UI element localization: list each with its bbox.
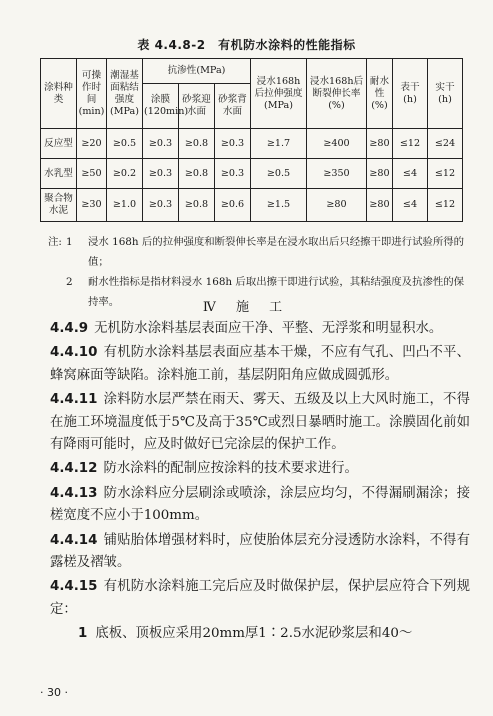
table-cell: ≥80	[367, 159, 393, 189]
table-cell: ≥80	[307, 189, 367, 222]
table-cell: ≥1.5	[251, 189, 307, 222]
header-solid-dry: 实干(h)	[428, 59, 463, 129]
clause-text: 铺贴胎体增强材料时，应使胎体层充分浸透防水涂料，不得有露槎及褶皱。	[50, 532, 470, 571]
sub-item-number: 1	[78, 626, 88, 642]
table-cell: ≥50	[77, 159, 107, 189]
table-cell: ≥0.5	[251, 159, 307, 189]
table-caption: 表 4.4.8-2 有机防水涂料的性能指标	[137, 38, 356, 52]
header-elongation: 浸水168h后断裂伸长率(%)	[307, 59, 367, 129]
table-cell: ≤4	[393, 189, 428, 222]
clause-paragraph	[50, 389, 470, 456]
table-cell: ≤24	[428, 129, 463, 159]
page-number: · 30 ·	[40, 686, 68, 699]
sub-item	[50, 623, 470, 645]
header-mortar-front: 砂浆迎水面	[179, 84, 215, 129]
header-operable-time: 可操作时间(min)	[77, 59, 107, 129]
table-cell: ≤12	[428, 159, 463, 189]
table-cell: ≥80	[367, 129, 393, 159]
table-cell: 反应型	[41, 129, 77, 159]
note-text: 耐水性指标是指材料浸水 168h 后取出擦干即进行试验，其粘结强度及抗渗性的保持率。	[88, 276, 465, 308]
note-prefix: 注:	[48, 236, 62, 248]
clause-text: 涂料防水层严禁在雨天、雾天、五级及以上大风时施工，不得在施工环境温度低于5℃及高于35℃或烈日暴晒时施工。涂膜固化前如有降雨可能时，应及时做好已完涂层的保护工作。	[50, 392, 470, 453]
header-type: 涂料种类	[41, 59, 77, 129]
header-impermeability: 抗渗性(MPa)	[143, 59, 251, 84]
header-bond-strength: 潮湿基面粘结强度(MPa)	[107, 59, 143, 129]
table-cell: 水乳型	[41, 159, 77, 189]
note-number: 1	[66, 236, 73, 248]
table-cell: ≥400	[307, 129, 367, 159]
clause-number: 4.4.13	[50, 485, 98, 501]
table-cell: ≥30	[77, 189, 107, 222]
table-cell: ≥0.8	[179, 189, 215, 222]
clause-paragraph	[50, 483, 470, 528]
clause-paragraph	[50, 530, 470, 575]
table-row	[41, 129, 463, 159]
clause-paragraph	[50, 318, 470, 340]
header-surface-dry: 表干(h)	[393, 59, 428, 129]
note-number: 2	[66, 276, 73, 288]
table-cell: ≥0.6	[215, 189, 251, 222]
table-cell: ≥1.7	[251, 129, 307, 159]
clause-number: 4.4.12	[50, 461, 98, 477]
table-cell: ≥0.8	[179, 159, 215, 189]
clause-text: 防水涂料的配制应按涂料的技术要求进行。	[103, 461, 358, 477]
clause-text: 防水涂料应分层刷涂或喷涂，涂层应均匀，不得漏刷漏涂；接槎宽度不应小于100mm。	[50, 485, 470, 524]
table-cell: ≤12	[393, 129, 428, 159]
clause-text: 有机防水涂料基层表面应基本干燥，不应有气孔、凹凸不平、蜂窝麻面等缺陷。涂料施工前，基层阴阳角应做成圆弧形。	[50, 345, 470, 383]
table-row	[41, 189, 463, 222]
table-cell: ≥0.3	[143, 159, 179, 189]
clause-number: 4.4.11	[50, 392, 98, 408]
clause-number: 4.4.9	[50, 321, 89, 336]
note-item	[48, 232, 468, 272]
table-cell: ≥1.0	[107, 189, 143, 222]
clause-text: 无机防水涂料基层表面应干净、平整、无浮浆和明显积水。	[94, 321, 443, 336]
clause-paragraph	[50, 342, 470, 387]
table-cell: ≥20	[77, 129, 107, 159]
clause-number: 4.4.10	[50, 345, 98, 361]
header-water-resistance: 耐水性(%)	[367, 59, 393, 129]
note-text: 浸水 168h 后的拉伸强度和断裂伸长率是在浸水取出后只经擦干即进行试验所得的值；	[88, 236, 465, 268]
table-cell: ≥0.3	[143, 189, 179, 222]
table-cell: ≥0.2	[107, 159, 143, 189]
table-cell: ≥350	[307, 159, 367, 189]
header-film: 涂膜(120min)	[143, 84, 179, 129]
section-title: Ⅳ 施 工	[202, 300, 291, 315]
table-cell: ≥0.3	[215, 129, 251, 159]
table-cell: ≥0.8	[179, 129, 215, 159]
clause-number: 4.4.15	[50, 579, 98, 595]
table-cell: ≥0.3	[143, 129, 179, 159]
performance-table	[40, 58, 463, 222]
header-tensile-strength: 浸水168h后拉伸强度(MPa)	[251, 59, 307, 129]
table-cell: ≥0.5	[107, 129, 143, 159]
table-cell: ≤12	[428, 189, 463, 222]
table-cell: ≤4	[393, 159, 428, 189]
table-cell: 聚合物水泥	[41, 189, 77, 222]
clause-number: 4.4.14	[50, 532, 98, 548]
clause-text: 有机防水涂料施工完后应及时做保护层，保护层应符合下列规定：	[50, 579, 470, 617]
table-cell: ≥0.3	[215, 159, 251, 189]
table-row	[41, 159, 463, 189]
body-text	[50, 318, 470, 648]
clause-paragraph	[50, 576, 470, 621]
table-cell: ≥80	[367, 189, 393, 222]
sub-item-text: 底板、顶板应采用20mm厚1∶2.5水泥砂浆层和40～	[95, 626, 413, 642]
header-mortar-back: 砂浆背水面	[215, 84, 251, 129]
clause-paragraph	[50, 458, 470, 480]
